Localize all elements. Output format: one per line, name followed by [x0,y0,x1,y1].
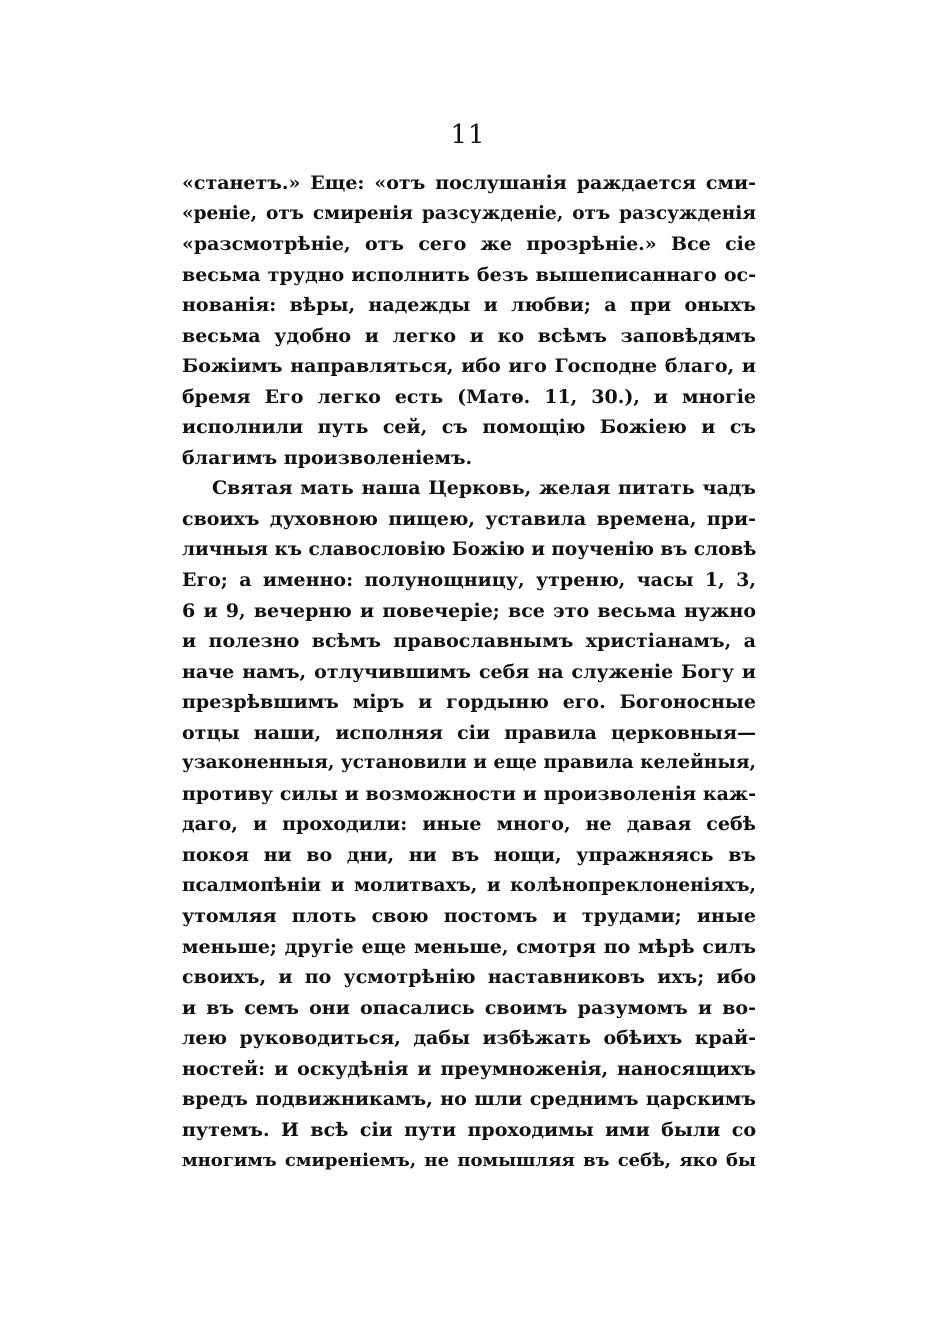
text-line: своихъ, и по усмотрѣнію наставниковъ ихъ; ибо [182,966,756,989]
text-line: «разсмотрѣніе, отъ сего же прозрѣніе.» Все сіе [182,233,756,256]
text-line: наче намъ, отлучившимъ себя на служеніе Богу и [182,660,756,683]
text-line: весьма удобно и легко и ко всѣмъ заповѣдямъ [182,324,756,347]
text-line: 6 и 9, вечерню и повечеріе; все это весьма нужно [182,599,756,622]
text-line: меньше; другіе еще меньше, смотря по мѣрѣ силъ [182,935,756,958]
text-line: узаконенныя, установили и еще правила келейныя, [182,752,756,774]
text-line: и полезно всѣмъ православнымъ христіанамъ, а [182,630,756,653]
text-line: бремя Его легко есть (Матѳ. 11, 30.), и многіе [182,385,756,408]
text-line: благимъ произволеніемъ. [182,446,473,469]
text-line: своихъ духовною пищею, уставила времена, при- [182,508,756,531]
text-line: псалмопѣніи и молитвахъ, и колѣнопреклоненіяхъ, [182,874,756,896]
paragraph-2 [182,473,756,1176]
text-line: «реніе, отъ смиренія разсужденіе, отъ разсужденія [182,202,756,224]
page-number: 11 [450,120,486,150]
paragraph-1 [182,168,756,473]
text-line: покоя ни во дни, ни въ нощи, упражняясь въ [182,844,756,867]
text-line: исполнили путь сей, съ помощію Божіею и съ [182,416,756,439]
text-line: утомляя плоть свою постомъ и трудами; иные [182,905,756,928]
text-line: «станетъ.» Еще: «отъ послушанія раждается сми- [182,172,756,194]
text-line: многимъ смиреніемъ, не помышляя въ себѣ, яко бы [182,1149,756,1171]
text-line: Святая мать наша Церковь, желая питать чадъ [212,477,756,500]
text-line: ностей: и оскудѣнія и преумноженія, наносящихъ [182,1057,756,1080]
text-line: презрѣвшимъ міръ и гордыню его. Богоносные [182,691,756,714]
text-line: Его; а именно: полунощницу, утреню, часы 1, 3, [182,569,756,592]
text-line: и въ семъ они опасались своимъ разумомъ и во- [182,996,756,1019]
text-line: личныя къ славословію Божію и поученію въ словѣ [182,538,756,560]
text-line: нованія: вѣры, надежды и любви; а при оныхъ [182,294,756,317]
text-line: противу силы и возможности и произволенія каж- [182,782,756,805]
text-line: весьма трудно исполнить безъ вышеписаннаго ос- [182,263,756,286]
text-line: вредъ подвижникамъ, но шли среднимъ царскимъ [182,1088,756,1111]
text-line: лею руководиться, дабы избѣжать обѣихъ край- [182,1027,756,1050]
text-line: Божіимъ направляться, ибо иго Господне благо, и [182,355,756,378]
body-text [182,168,756,1176]
text-line: отцы наши, исполняя сіи правила церковныя— [182,721,756,744]
text-line: путемъ. И всѣ сіи пути проходимы ими были со [182,1118,756,1141]
text-line: даго, и проходили: иные много, не давая себѣ [182,813,756,836]
